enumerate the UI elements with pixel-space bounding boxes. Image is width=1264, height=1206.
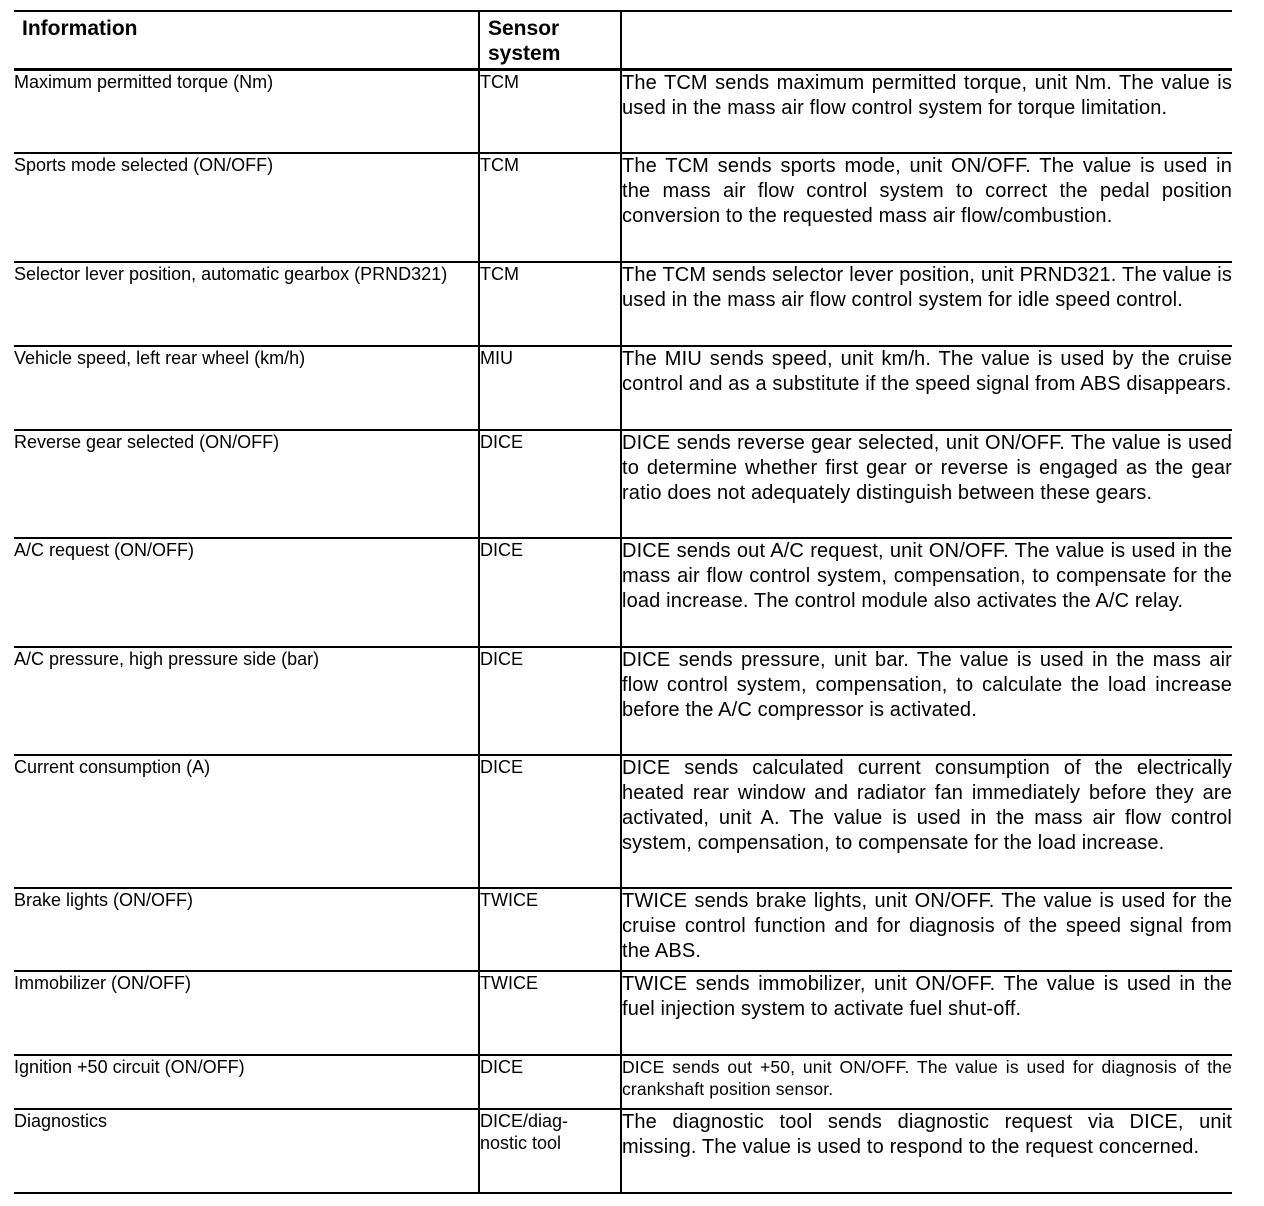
row-information: Vehicle speed, left rear wheel (km/h) xyxy=(14,346,479,430)
row-information: A/C pressure, high pressure side (bar) xyxy=(14,647,479,755)
table-row xyxy=(14,888,1232,971)
table-row xyxy=(14,430,1232,538)
row-description: DICE sends pressure, unit bar. The value is used in the mass air flow control system, compensation, to calculate the load increase before the A/C compressor is activated. xyxy=(621,647,1232,755)
row-sensor-system-label: DICE/diag-nostic tool xyxy=(480,1110,569,1153)
table-header-row xyxy=(14,11,1232,70)
table-row xyxy=(14,971,1232,1055)
row-sensor-system: TWICE xyxy=(479,888,621,971)
table-row xyxy=(14,153,1232,262)
row-information: A/C request (ON/OFF) xyxy=(14,538,479,647)
row-sensor-system xyxy=(479,1109,621,1193)
row-information: Diagnostics xyxy=(14,1109,479,1193)
row-description: DICE sends out A/C request, unit ON/OFF. The value is used in the mass air flow control system, compensation, to compensate for the load increase. The control module also activates the A/C relay. xyxy=(621,538,1232,647)
row-description: TWICE sends brake lights, unit ON/OFF. The value is used for the cruise control function and for diagnosis of the speed signal from the ABS. xyxy=(621,888,1232,971)
row-sensor-system: TWICE xyxy=(479,971,621,1055)
row-description: TWICE sends immobilizer, unit ON/OFF. The value is used in the fuel injection system to activate fuel shut-off. xyxy=(621,971,1232,1055)
table-row xyxy=(14,538,1232,647)
row-information: Sports mode selected (ON/OFF) xyxy=(14,153,479,262)
table-row xyxy=(14,70,1232,153)
row-sensor-system: DICE xyxy=(479,755,621,888)
row-information: Maximum permitted torque (Nm) xyxy=(14,70,479,153)
signal-information-table xyxy=(14,10,1232,1194)
row-information: Ignition +50 circuit (ON/OFF) xyxy=(14,1055,479,1109)
row-description: The TCM sends sports mode, unit ON/OFF. The value is used in the mass air flow control system to correct the pedal position conversion to the requested mass air flow/combustion. xyxy=(621,153,1232,262)
table-row xyxy=(14,262,1232,346)
row-sensor-system: DICE xyxy=(479,538,621,647)
row-sensor-system: DICE xyxy=(479,430,621,538)
row-description: The diagnostic tool sends diagnostic request via DICE, unit missing. The value is used to respond to the request concerned. xyxy=(621,1109,1232,1193)
table-row xyxy=(14,647,1232,755)
header-sensor-system xyxy=(479,11,621,70)
row-information: Brake lights (ON/OFF) xyxy=(14,888,479,971)
row-description: The MIU sends speed, unit km/h. The value is used by the cruise control and as a substitute if the speed signal from ABS disappears. xyxy=(621,346,1232,430)
table-row xyxy=(14,1109,1232,1193)
row-description: The TCM sends selector lever position, unit PRND321. The value is used in the mass air flow control system for idle speed control. xyxy=(621,262,1232,346)
row-description: DICE sends calculated current consumption of the electrically heated rear window and radiator fan immediately before they are activated, unit A. The value is used in the mass air flow control system, compensation, to compensate for the load increase. xyxy=(621,755,1232,888)
table-row xyxy=(14,346,1232,430)
row-sensor-system: DICE xyxy=(479,1055,621,1109)
row-sensor-system: DICE xyxy=(479,647,621,755)
row-description: DICE sends reverse gear selected, unit ON/OFF. The value is used to determine whether first gear or reverse is engaged as the gear ratio does not adequately distinguish between these gears. xyxy=(621,430,1232,538)
row-description: The TCM sends maximum permitted torque, unit Nm. The value is used in the mass air flow control system for torque limitation. xyxy=(621,70,1232,153)
row-sensor-system: TCM xyxy=(479,262,621,346)
row-information: Current consumption (A) xyxy=(14,755,479,888)
table-row xyxy=(14,1055,1232,1109)
header-sensor-system-label: Sensor system xyxy=(488,17,561,65)
row-information: Selector lever position, automatic gearbox (PRND321) xyxy=(14,262,479,346)
row-information: Reverse gear selected (ON/OFF) xyxy=(14,430,479,538)
header-description xyxy=(621,11,1232,70)
header-information: Information xyxy=(14,11,479,70)
row-sensor-system: TCM xyxy=(479,70,621,153)
row-information: Immobilizer (ON/OFF) xyxy=(14,971,479,1055)
table-row xyxy=(14,755,1232,888)
row-sensor-system: MIU xyxy=(479,346,621,430)
row-sensor-system: TCM xyxy=(479,153,621,262)
row-description: DICE sends out +50, unit ON/OFF. The value is used for diagnosis of the crankshaft position sensor. xyxy=(621,1055,1232,1109)
